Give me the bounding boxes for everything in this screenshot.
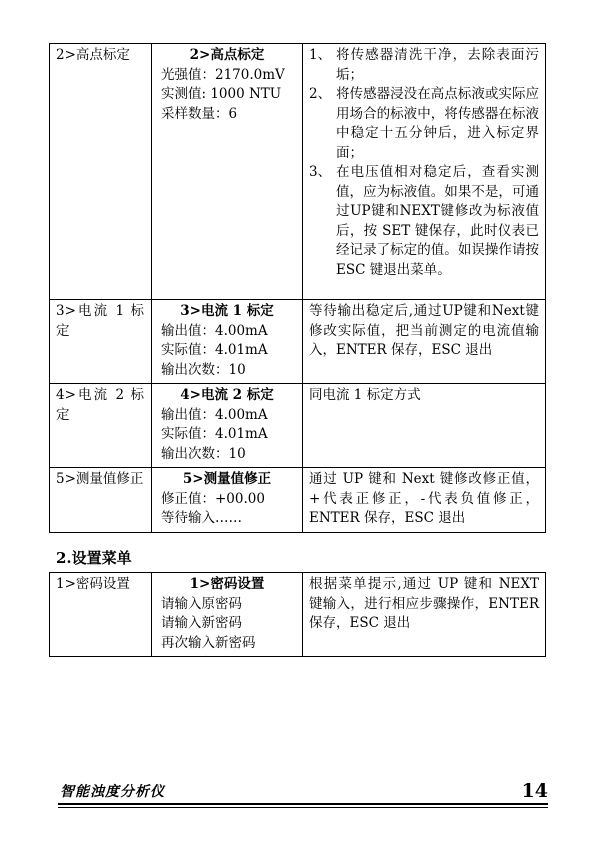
menu-label-cell: 5>测量值修正	[50, 468, 152, 533]
menu-line: 光强值：2170.0mV	[161, 66, 285, 83]
description-cell	[303, 44, 546, 300]
calibration-table	[49, 43, 546, 533]
menu-title: 3>电流 1 标定	[180, 303, 274, 319]
footer-divider	[58, 807, 548, 808]
step-item	[309, 85, 539, 163]
menu-line: 请输入新密码	[161, 615, 242, 631]
menu-line: 实际值：4.01mA	[161, 342, 268, 358]
page-footer	[58, 779, 548, 803]
menu-display-cell	[152, 44, 303, 300]
menu-label-cell: 1>密码设置	[50, 573, 152, 657]
description-cell: 根据菜单提示,通过 UP 键和 NEXT 键输入，进行相应步骤操作，ENTER 保存，ESC 退出	[303, 573, 546, 657]
menu-label-cell: 3>电流 1 标定	[50, 300, 152, 384]
menu-line: 输出次数：10	[161, 361, 246, 378]
menu-line: 实测值: 1000 NTU	[161, 86, 282, 102]
menu-line: 输出次数：10	[161, 445, 246, 462]
step-number: 3、	[309, 164, 332, 180]
step-text: 将传感器清洗干净，去除表面污垢；	[336, 47, 539, 83]
footer-title: 智能浊度分析仪	[60, 784, 165, 800]
table-row	[50, 468, 546, 533]
table-row	[50, 573, 546, 657]
step-number: 1、	[309, 47, 332, 63]
description-cell: 同电流 1 标定方式	[303, 384, 546, 468]
step-text: 在电压值相对稳定后，查看实测值，应为标液值。如果不是，可通过UP键和NEXT键修改为标液值后，按 SET 键保存，此时仪表已经记录了标定的值。如误操作请按 ESC 键退出菜单。	[336, 164, 539, 278]
description-cell: 通过 UP 键和 Next 键修改修正值，+代表正修正，-代表负值修正，ENTER 保存，ESC 退出	[303, 468, 546, 533]
step-item	[309, 46, 539, 85]
description-cell: 等待输出稳定后,通过UP键和Next键修改实际值，把当前测定的电流值输入，ENTER 保存，ESC 退出	[303, 300, 546, 384]
step-text: 将传感器浸没在高点标液或实际应用场合的标液中，将传感器在标液中稳定十五分钟后，进入标定界面；	[336, 86, 539, 161]
footer-divider	[58, 803, 548, 805]
menu-title: 5>测量值修正	[182, 471, 272, 487]
menu-display-cell	[152, 468, 303, 533]
menu-line: 输出值：4.00mA	[161, 406, 268, 423]
settings-table	[49, 572, 546, 657]
menu-line: 请输入原密码	[161, 595, 242, 612]
menu-display-cell	[152, 384, 303, 468]
menu-line: 修正值：+00.00	[161, 490, 265, 507]
menu-line: 采样数量：6	[161, 105, 238, 122]
menu-title: 2>高点标定	[189, 47, 265, 63]
step-number: 2、	[309, 86, 332, 102]
table-row	[50, 44, 546, 300]
menu-line: 输出值：4.00mA	[161, 322, 268, 339]
menu-title: 1>密码设置	[189, 576, 265, 592]
menu-display-cell	[152, 300, 303, 384]
menu-label-cell: 4>电流 2 标定	[50, 384, 152, 468]
menu-line: 等待输入……	[161, 510, 242, 526]
step-list	[309, 46, 539, 280]
menu-line: 实际值：4.01mA	[161, 426, 268, 442]
menu-label-cell: 2>高点标定	[50, 44, 152, 300]
menu-line: 再次输入新密码	[161, 634, 256, 651]
step-item	[309, 163, 539, 280]
menu-title: 4>电流 2 标定	[180, 387, 274, 403]
section-heading: 2.设置菜单	[56, 549, 132, 567]
table-row	[50, 300, 546, 384]
menu-display-cell	[152, 573, 303, 657]
page-number: 14	[521, 780, 548, 802]
table-row	[50, 384, 546, 468]
